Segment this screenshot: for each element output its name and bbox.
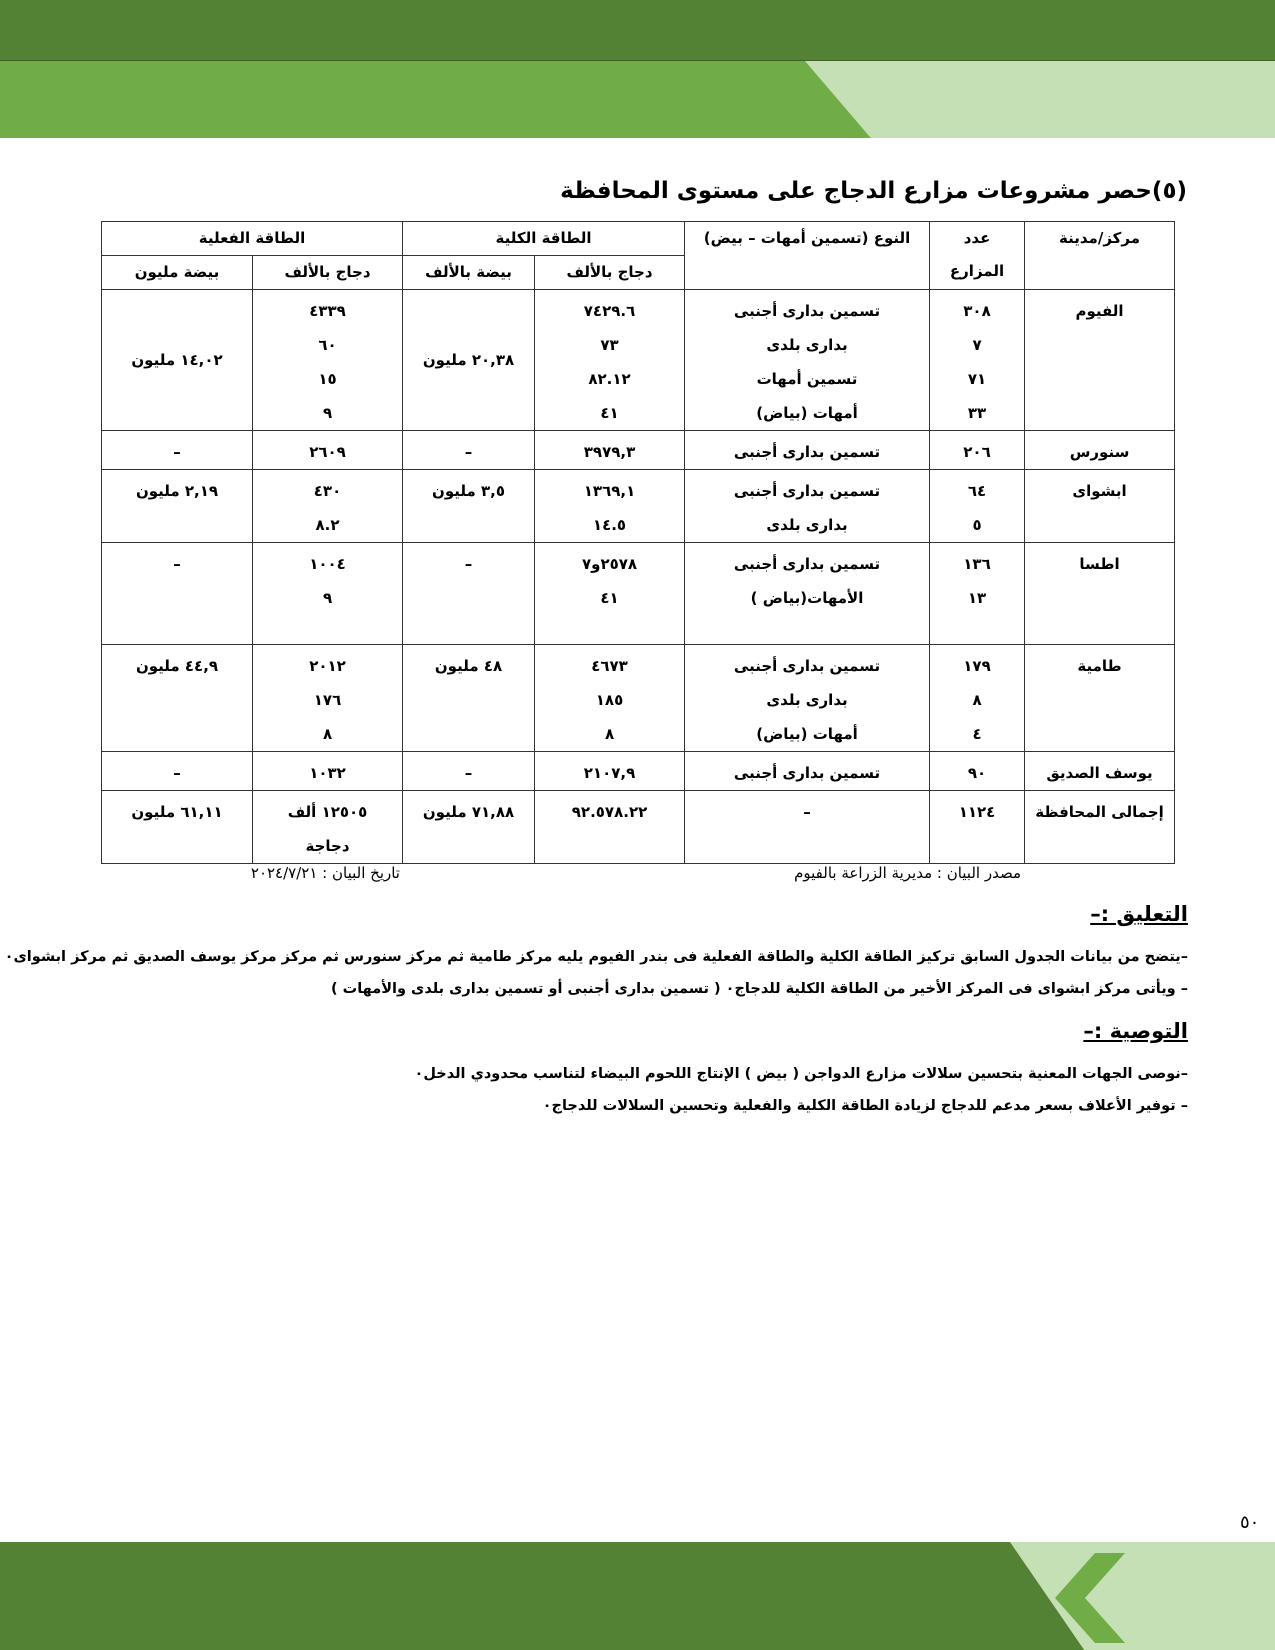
cell-farms-line: ٩٠ — [967, 764, 987, 782]
cell-actual-chicken-line: ٨ — [322, 725, 333, 743]
cell-total-chicken — [535, 752, 685, 791]
header-band-dark — [0, 0, 1275, 61]
cell-center — [1025, 752, 1175, 791]
table-row — [102, 543, 1175, 645]
cell-total-chicken — [535, 543, 685, 645]
cell-center — [1025, 645, 1175, 752]
cell-actual-eggs-value: ٤٤,٩ مليون — [135, 657, 219, 675]
cell-type — [685, 543, 930, 645]
cell-farms-line: ٣٣ — [967, 404, 987, 422]
cell-actual-eggs — [102, 431, 253, 470]
cell-center-value: إجمالى المحافظة — [1035, 803, 1164, 821]
cell-farms-line: ٧١ — [967, 370, 987, 388]
recommendation-line-1: –نوصى الجهات المعنية بتحسين سلالات مزارع الدواجن ( بيض ) الإنتاج اللحوم البيضاء لتناسب محدودي الدخل٠ — [414, 1066, 1188, 1082]
page-number: ٥٠ — [1240, 1512, 1260, 1533]
header-actual-eggs: بيضة مليون — [102, 256, 253, 290]
cell-total-chicken-line: ٣٩٧٩,٣ — [583, 443, 636, 461]
cell-center-value: الفيوم — [1075, 302, 1124, 320]
cell-actual-chicken-line: ١٢٥٠٥ ألف — [287, 803, 368, 821]
header-center: مركز/مدينة — [1025, 222, 1175, 290]
cell-farms — [930, 290, 1025, 431]
cell-total-eggs — [403, 791, 535, 864]
cell-type-line: – — [803, 803, 811, 821]
cell-type-line: الأمهات(بياض ) — [750, 589, 864, 607]
poultry-farms-table — [101, 221, 1175, 864]
table-row — [102, 470, 1175, 543]
cell-actual-eggs — [102, 752, 253, 791]
page-title: (٥)حصر مشروعات مزارع الدجاج على مستوى المحافظة — [560, 178, 1187, 204]
cell-type — [685, 431, 930, 470]
cell-actual-chicken — [253, 431, 403, 470]
cell-type-line: أمهات (بياض) — [756, 725, 858, 743]
cell-total-eggs-value: – — [464, 764, 473, 782]
recommendation-heading: التوصية :– — [1083, 1019, 1188, 1043]
cell-actual-chicken — [253, 470, 403, 543]
cell-total-chicken — [535, 290, 685, 431]
cell-actual-chicken-line: ٢٦٠٩ — [309, 443, 346, 461]
cell-actual-chicken-line: ٩ — [322, 404, 333, 422]
table-row — [102, 645, 1175, 752]
cell-total-chicken — [535, 791, 685, 864]
table-row — [102, 791, 1175, 864]
cell-farms-line: ٣٠٨ — [963, 302, 991, 320]
cell-total-chicken-line: ١٣٦٩,١ — [583, 482, 636, 500]
cell-total-chicken-line: ٤١ — [600, 404, 619, 422]
cell-total-eggs — [403, 543, 535, 645]
cell-actual-chicken — [253, 752, 403, 791]
cell-type — [685, 645, 930, 752]
cell-actual-chicken-line: ٢٠١٢ — [309, 657, 346, 675]
comment-heading: التعليق :– — [1090, 902, 1188, 926]
comment-line-1: –يتضح من بيانات الجدول السابق تركيز الطاقة الكلية والطاقة الفعلية فى بندر الفيوم يليه مركز طامية ثم مركز سنورس ثم مركز مركز يوسف الصديق ثم مركز ابشواى٠ — [4, 949, 1188, 965]
cell-actual-eggs-value: – — [173, 443, 181, 461]
cell-farms — [930, 645, 1025, 752]
cell-type-line: تسمين بدارى أجنبى — [733, 555, 881, 573]
chevron-left-icon — [1050, 1548, 1130, 1648]
cell-farms-line: ١١٢٤ — [958, 803, 996, 821]
cell-actual-chicken-line: ٤٣٣٩ — [309, 302, 346, 320]
cell-actual-chicken-line: ١٥ — [318, 370, 337, 388]
cell-farms-line: ٥ — [972, 516, 982, 534]
table-row — [102, 752, 1175, 791]
cell-center-value: سنورس — [1069, 443, 1130, 461]
cell-type — [685, 752, 930, 791]
cell-total-eggs-value: – — [464, 555, 473, 573]
header-type: النوع (تسمين أمهات – بيض) — [685, 222, 930, 290]
header-farms-count: عدد المزارع — [930, 222, 1025, 290]
header-actual-chicken: دجاج بالألف — [253, 256, 403, 290]
cell-actual-chicken-line: ٩ — [322, 589, 333, 607]
cell-center-value: اطسا — [1079, 555, 1120, 573]
cell-total-chicken-line: ١٤.٥ — [592, 516, 627, 534]
cell-type — [685, 290, 930, 431]
cell-type — [685, 791, 930, 864]
cell-farms — [930, 431, 1025, 470]
cell-farms — [930, 752, 1025, 791]
cell-total-chicken-line: ٢٥٧٨و٧ — [581, 555, 638, 573]
cell-farms — [930, 543, 1025, 645]
chevron-left-icon — [1120, 1548, 1200, 1648]
cell-farms-line: ٨ — [972, 691, 982, 709]
table-row — [102, 431, 1175, 470]
cell-actual-chicken-line: ٤٣٠ — [313, 482, 342, 500]
header-total-capacity: الطاقة الكلية — [403, 222, 685, 256]
cell-total-chicken-line: ٤٦٧٣ — [591, 657, 628, 675]
cell-type-line: تسمين بدارى أجنبى — [733, 657, 881, 675]
cell-actual-eggs — [102, 290, 253, 431]
cell-total-chicken — [535, 645, 685, 752]
cell-total-chicken-line: ٢١٠٧,٩ — [583, 764, 636, 782]
cell-farms-line: ٢٠٦ — [963, 443, 991, 461]
header-total-chicken: دجاج بالألف — [535, 256, 685, 290]
comment-line-2: – ويأتى مركز ابشواى فى المركز الأخير من الطاقة الكلية للدجاج٠ ( تسمين بدارى أجنبى أو تسمين بدارى بلدى والأمهات ) — [330, 981, 1188, 997]
cell-actual-chicken-line: دجاجة — [305, 837, 350, 855]
cell-actual-eggs — [102, 470, 253, 543]
cell-actual-chicken — [253, 543, 403, 645]
cell-total-eggs — [403, 470, 535, 543]
recommendation-line-2: – توفير الأعلاف بسعر مدعم للدجاج لزيادة الطاقة الكلية والفعلية وتحسين السلالات للدجاج٠ — [542, 1098, 1188, 1114]
cell-farms-line: ٤ — [972, 725, 982, 743]
cell-actual-chicken-line: ٦٠ — [318, 336, 337, 354]
cell-center — [1025, 791, 1175, 864]
cell-total-chicken — [535, 470, 685, 543]
cell-total-eggs — [403, 645, 535, 752]
cell-actual-eggs-value: ٦١,١١ مليون — [131, 803, 223, 821]
cell-farms-line: ٧ — [972, 336, 982, 354]
cell-actual-chicken — [253, 645, 403, 752]
cell-type-line: تسمين أمهات — [756, 370, 858, 388]
cell-total-chicken-line: ٧٤٢٩.٦ — [583, 302, 636, 320]
cell-total-eggs-value: ٢٠,٣٨ مليون — [422, 351, 515, 369]
cell-total-chicken — [535, 431, 685, 470]
cell-total-chicken-line: ٧٣ — [600, 336, 619, 354]
cell-actual-chicken-line: ١٠٣٢ — [309, 764, 346, 782]
header-band-light — [805, 61, 1275, 138]
header-total-eggs: بيضة بالألف — [403, 256, 535, 290]
cell-actual-chicken — [253, 791, 403, 864]
cell-total-chicken-line: ٩٢.٥٧٨.٢٢ — [571, 803, 648, 821]
data-source: مصدر البيان : مديرية الزراعة بالفيوم — [794, 864, 1021, 882]
cell-center-value: يوسف الصديق — [1046, 764, 1153, 782]
cell-actual-eggs-value: ١٤,٠٢ مليون — [131, 351, 223, 369]
cell-type-line: تسمين بدارى أجنبى — [733, 443, 881, 461]
cell-actual-chicken-line: ٨.٢ — [315, 516, 340, 534]
cell-type-line: تسمين بدارى أجنبى — [733, 764, 881, 782]
cell-actual-eggs — [102, 543, 253, 645]
cell-farms-line: ١٣ — [967, 589, 987, 607]
cell-center — [1025, 470, 1175, 543]
cell-farms-line: ١٧٩ — [963, 657, 991, 675]
cell-type-line: بدارى بلدى — [766, 691, 848, 709]
cell-center — [1025, 543, 1175, 645]
table-row — [102, 290, 1175, 431]
header-actual-capacity: الطاقة الفعلية — [102, 222, 403, 256]
cell-actual-chicken-line: ١٧٦ — [313, 691, 342, 709]
cell-type-line: بدارى بلدى — [766, 336, 848, 354]
cell-center-value: طامية — [1077, 657, 1122, 675]
cell-actual-eggs — [102, 791, 253, 864]
cell-farms — [930, 470, 1025, 543]
cell-type-line: أمهات (بياض) — [756, 404, 858, 422]
cell-total-eggs — [403, 752, 535, 791]
cell-actual-eggs — [102, 645, 253, 752]
cell-type-line: بدارى بلدى — [766, 516, 848, 534]
cell-total-eggs-value: ٧١,٨٨ مليون — [422, 803, 515, 821]
cell-total-eggs-value: – — [464, 443, 473, 461]
cell-farms — [930, 791, 1025, 864]
cell-total-eggs-value: ٤٨ مليون — [434, 657, 503, 675]
cell-type — [685, 470, 930, 543]
cell-actual-chicken — [253, 290, 403, 431]
cell-total-chicken-line: ١٨٥ — [595, 691, 624, 709]
cell-actual-eggs-value: ٢,١٩ مليون — [135, 482, 219, 500]
cell-type-line: تسمين بدارى أجنبى — [733, 302, 881, 320]
cell-actual-eggs-value: – — [173, 764, 181, 782]
cell-actual-eggs-value: – — [173, 555, 181, 573]
cell-farms-line: ٦٤ — [967, 482, 987, 500]
cell-center — [1025, 290, 1175, 431]
data-date: تاريخ البيان : ٢٠٢٤/٧/٢١ — [250, 864, 400, 882]
cell-type-line: تسمين بدارى أجنبى — [733, 482, 881, 500]
cell-total-chicken-line: ٨ — [604, 725, 615, 743]
cell-total-eggs — [403, 290, 535, 431]
cell-total-eggs-value: ٣,٥ مليون — [432, 482, 505, 500]
cell-farms-line: ١٣٦ — [963, 555, 991, 573]
cell-actual-chicken-line: ١٠٠٤ — [309, 555, 346, 573]
cell-total-eggs — [403, 431, 535, 470]
cell-center-value: ابشواى — [1072, 482, 1127, 500]
cell-total-chicken-line: ٨٢.١٢ — [588, 370, 631, 388]
cell-center — [1025, 431, 1175, 470]
cell-total-chicken-line: ٤١ — [600, 589, 619, 607]
